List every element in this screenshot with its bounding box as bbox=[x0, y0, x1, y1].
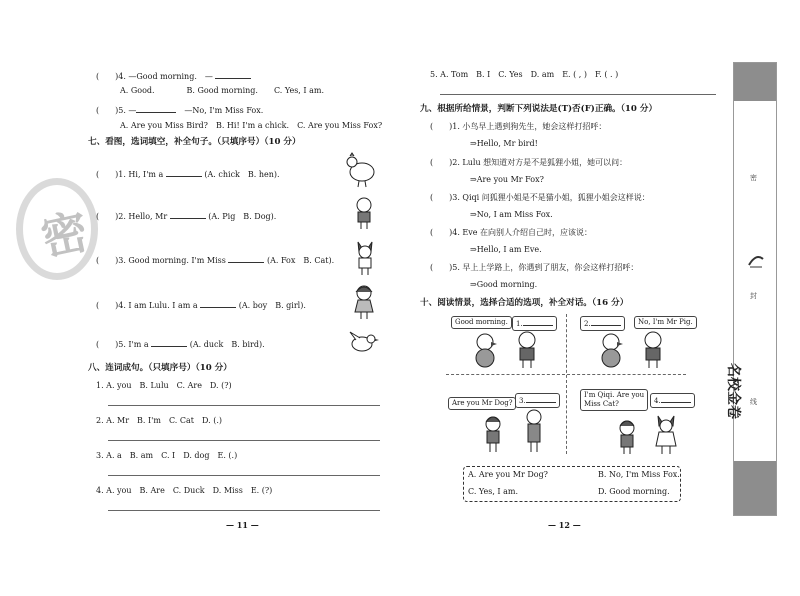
answer-line[interactable] bbox=[440, 94, 716, 95]
sec7-item-1: ( )1. Hi, I'm a (A. chick B. hen). bbox=[96, 170, 280, 179]
sec7-item-2: ( )2. Hello, Mr (A. Pig B. Dog). bbox=[96, 212, 277, 221]
section-10-title: 十、阅读情景，选择合适的选项，补全对话。（16 分） bbox=[420, 298, 629, 308]
sec8-item-3: 3. A. a B. am C. I D. dog E. (.) bbox=[96, 451, 238, 460]
strip-top-block bbox=[734, 63, 776, 101]
speech-bubble: Good morning. bbox=[451, 316, 512, 329]
speech-bubble-blank-4[interactable]: 4. bbox=[650, 393, 695, 408]
answer-blank[interactable] bbox=[166, 168, 202, 177]
answer-line[interactable] bbox=[108, 405, 380, 406]
strip-bottom-block bbox=[734, 461, 776, 515]
boy-character bbox=[480, 414, 506, 454]
answer-line[interactable] bbox=[108, 510, 380, 511]
sec9-answer-2: ⇒Are you Mr Fox? bbox=[470, 175, 544, 184]
publisher-logo-icon bbox=[748, 253, 764, 269]
sec9-item-3: ( )3. Qiqi 问狐狸小姐是不是猫小姐，狐狸小姐会这样说： bbox=[430, 193, 650, 202]
sec7-item-4: ( )4. I am Lulu. I am a (A. boy B. girl). bbox=[96, 301, 306, 310]
sec9-answer-1: ⇒Hello, Mr bird! bbox=[470, 139, 538, 148]
scene-divider-v bbox=[566, 314, 567, 454]
speech-bubble: No, I'm Mr Pig. bbox=[634, 316, 697, 329]
speech-bubble-blank-2[interactable]: 2. bbox=[580, 316, 625, 331]
brand-title: 名校金卷 bbox=[725, 363, 741, 419]
sec7-item-3: ( )3. Good morning. I'm Miss (A. Fox B. Cat). bbox=[96, 256, 335, 265]
sec9-item-1: ( )1. 小鸟早上遇到狗先生，她会这样打招呼： bbox=[430, 122, 607, 131]
sec8-item-2: 2. A. Mr B. I'm C. Cat D. (.) bbox=[96, 416, 222, 425]
sec9-item-2: ( )2. Lulu 想知道对方是不是狐狸小姐，她可以问： bbox=[430, 158, 628, 167]
answer-blank[interactable] bbox=[170, 210, 206, 219]
sec8-item-1: 1. A. you B. Lulu C. Are D. (?) bbox=[96, 381, 232, 390]
sec9-answer-3: ⇒No, I am Miss Fox. bbox=[470, 210, 553, 219]
page-number-right: — 12 — bbox=[548, 520, 581, 530]
seal-stamp-glyph: 密 bbox=[36, 203, 93, 267]
bird-picture bbox=[346, 330, 380, 354]
speech-bubble: Are you Mr Dog? bbox=[448, 397, 516, 410]
sec9-item-4: ( )4. Eve 在向别人介绍自己时，应该说： bbox=[430, 228, 593, 237]
seal-stamp bbox=[16, 178, 98, 280]
q5-stem: ( )5. — —No, I'm Miss Fox. bbox=[96, 106, 264, 115]
sec8-item-4: 4. A. you B. Are C. Duck D. Miss E. (?) bbox=[96, 486, 273, 495]
fox-picture bbox=[352, 238, 378, 276]
sec9-item-5: ( )5. 早上上学路上，你遇到了朋友，你会这样打招呼： bbox=[430, 263, 639, 272]
section-9-title: 九、根据所给情景，判断下列说法是(T)否(F)正确。（10 分） bbox=[420, 104, 658, 114]
option-b: B. No, I'm Miss Fox. bbox=[598, 470, 680, 479]
pig-character bbox=[512, 330, 542, 370]
sec7-item-5: ( )5. I'm a (A. duck B. bird). bbox=[96, 340, 265, 349]
right-q5: 5. A. Tom B. I C. Yes D. am E. ( , ) F. ( . ) bbox=[430, 70, 619, 79]
pig-picture bbox=[352, 196, 376, 230]
q5-options: A. Are you Miss Bird? B. Hi! I'm a chick. C. Are you Miss Fox? bbox=[120, 121, 383, 130]
answer-line[interactable] bbox=[108, 440, 380, 441]
binding-strip bbox=[725, 62, 777, 516]
answer-blank[interactable] bbox=[136, 104, 176, 113]
seal-char: 线 bbox=[750, 398, 757, 406]
answer-blank[interactable] bbox=[151, 338, 187, 347]
boy-character bbox=[614, 418, 640, 456]
section-8-title: 八、连词成句。（只填序号）（10 分） bbox=[88, 363, 232, 373]
speech-bubble-two-line: I'm Qiqi. Are you Miss Cat? bbox=[580, 389, 648, 411]
q4-stem: ( )4. —Good morning. — bbox=[96, 70, 251, 82]
answer-line[interactable] bbox=[108, 475, 380, 476]
sec9-answer-5: ⇒Good morning. bbox=[470, 280, 538, 289]
option-d: D. Good morning. bbox=[598, 487, 670, 496]
option-c: C. Yes, I am. bbox=[468, 487, 519, 496]
pig-character bbox=[638, 330, 668, 370]
page-number-left: — 11 — bbox=[226, 520, 259, 530]
seal-char: 密 bbox=[750, 174, 757, 182]
answer-blank[interactable] bbox=[215, 70, 251, 79]
answer-blank[interactable] bbox=[200, 299, 236, 308]
speech-bubble-blank-3[interactable]: 3. bbox=[515, 393, 560, 408]
dog-character bbox=[522, 408, 546, 454]
hen-picture bbox=[344, 152, 378, 188]
seal-char: 封 bbox=[750, 292, 757, 300]
girl-picture bbox=[352, 284, 376, 320]
duck-character bbox=[470, 332, 500, 370]
duck-character bbox=[596, 332, 626, 370]
option-a: A. Are you Mr Dog? bbox=[468, 470, 548, 479]
sec9-answer-4: ⇒Hello, I am Eve. bbox=[470, 245, 542, 254]
answer-blank[interactable] bbox=[228, 254, 264, 263]
q4-options: A. Good. B. Good morning. C. Yes, I am. bbox=[120, 86, 324, 95]
fox-character bbox=[652, 412, 680, 456]
section-7-title: 七、看图，选词填空，补全句子。（只填序号）（10 分） bbox=[88, 137, 301, 147]
speech-bubble-blank-1[interactable]: 1. bbox=[512, 316, 557, 331]
